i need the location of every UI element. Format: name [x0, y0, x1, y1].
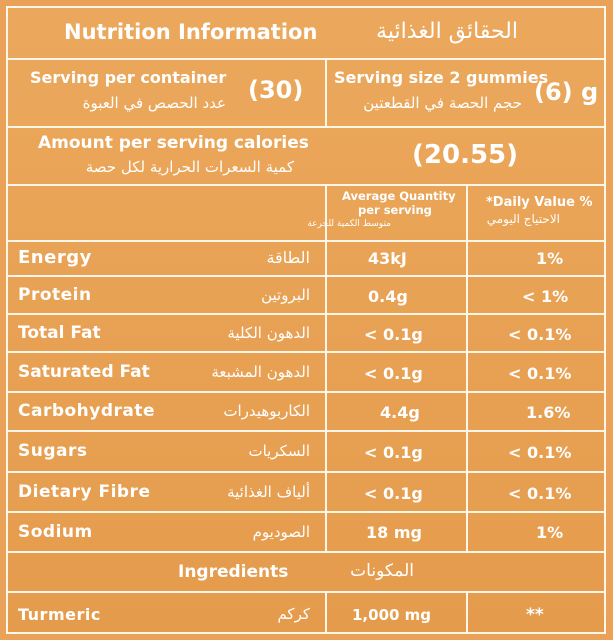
daily-value-label-en: *Daily Value % [486, 195, 593, 210]
per-container-label-en: Serving per container [30, 68, 227, 87]
nutrient-name-en: Saturated Fat [18, 362, 150, 382]
title-en: Nutrition Information [64, 20, 318, 44]
ingredient-dv: ** [526, 605, 544, 625]
serving-size-label-ar: حجم الحصة في القطعتين [363, 94, 522, 112]
nutrient-name-en: Energy [18, 247, 92, 268]
nutrient-name-en: Protein [18, 285, 92, 305]
nutrient-qty: 0.4g [368, 287, 408, 306]
nutrient-dv: < 0.1% [508, 325, 572, 344]
nutrient-name-en: Dietary Fibre [18, 482, 151, 502]
nutrient-dv: < 0.1% [508, 364, 572, 383]
nutrient-row [8, 473, 604, 513]
ingredients-label-ar: المكونات [350, 561, 414, 581]
per-container-label-ar: عدد الحصص في العبوة [82, 94, 226, 112]
nutrient-name-ar: البروتين [261, 286, 310, 304]
nutrient-qty: 18 mg [366, 523, 422, 542]
nutrient-row [8, 315, 604, 353]
nutrient-row [8, 513, 604, 553]
nutrient-name-ar: الصوديوم [252, 523, 310, 541]
nutrient-name-ar: ألياف الغذائية [227, 483, 310, 501]
nutrient-name-ar: الدهون الكلية [227, 324, 310, 342]
nutrient-name-en: Sugars [18, 441, 88, 461]
nutrient-dv: 1.6% [526, 403, 571, 422]
nutrient-row [8, 353, 604, 393]
ingredient-row [8, 593, 604, 634]
nutrient-dv: 1% [536, 249, 564, 268]
header-row [8, 8, 604, 60]
nutrient-dv: < 1% [522, 287, 569, 306]
nutrient-qty: < 0.1g [364, 325, 423, 344]
serving-size-label-en: Serving size 2 gummies [334, 68, 549, 87]
column-header-row [8, 186, 604, 242]
ingredients-header-row [8, 553, 604, 593]
calories-label-ar: كمية السعرات الحرارية لكل حصة [85, 158, 294, 176]
nutrient-qty: 4.4g [380, 403, 420, 422]
daily-value-label-ar: الاحتياج اليومي [486, 212, 560, 226]
nutrient-name-en: Total Fat [18, 323, 101, 343]
avg-qty-label-line2: per serving [358, 203, 432, 217]
per-container-value: (30) [248, 76, 304, 104]
calories-row [8, 128, 604, 186]
nutrition-panel [6, 6, 606, 634]
nutrient-name-ar: الدهون المشبعة [211, 363, 310, 381]
nutrient-name-ar: السكريات [248, 442, 310, 460]
ingredient-qty: 1,000 mg [352, 606, 432, 624]
nutrient-name-ar: الطاقة [266, 248, 310, 267]
nutrient-dv: < 0.1% [508, 443, 572, 462]
calories-label-en: Amount per serving calories [38, 133, 309, 153]
nutrient-row [8, 432, 604, 473]
nutrient-row [8, 393, 604, 432]
ingredient-name-en: Turmeric [18, 605, 101, 624]
ingredients-label-en: Ingredients [178, 562, 289, 582]
avg-qty-label-ar: متوسط الكمية للجرعة [307, 219, 391, 229]
nutrient-name-ar: الكاربوهيدرات [223, 402, 310, 420]
nutrient-row [8, 242, 604, 277]
serving-row [8, 60, 604, 128]
title-ar: الحقائق الغذائية [376, 19, 518, 44]
calories-value: (20.55) [412, 140, 519, 170]
nutrient-qty: 43kJ [368, 249, 407, 268]
ingredient-name-ar: كركم [277, 605, 310, 623]
nutrient-dv: < 0.1% [508, 484, 572, 503]
nutrient-name-en: Sodium [18, 522, 93, 542]
nutrient-qty: < 0.1g [364, 364, 423, 383]
serving-size-value: (6) g [534, 78, 599, 106]
nutrient-dv: 1% [536, 523, 564, 542]
avg-qty-label-line1: Average Quantity [342, 189, 456, 203]
nutrient-qty: < 0.1g [364, 443, 423, 462]
nutrient-qty: < 0.1g [364, 484, 423, 503]
nutrient-row [8, 277, 604, 315]
nutrient-name-en: Carbohydrate [18, 401, 156, 421]
